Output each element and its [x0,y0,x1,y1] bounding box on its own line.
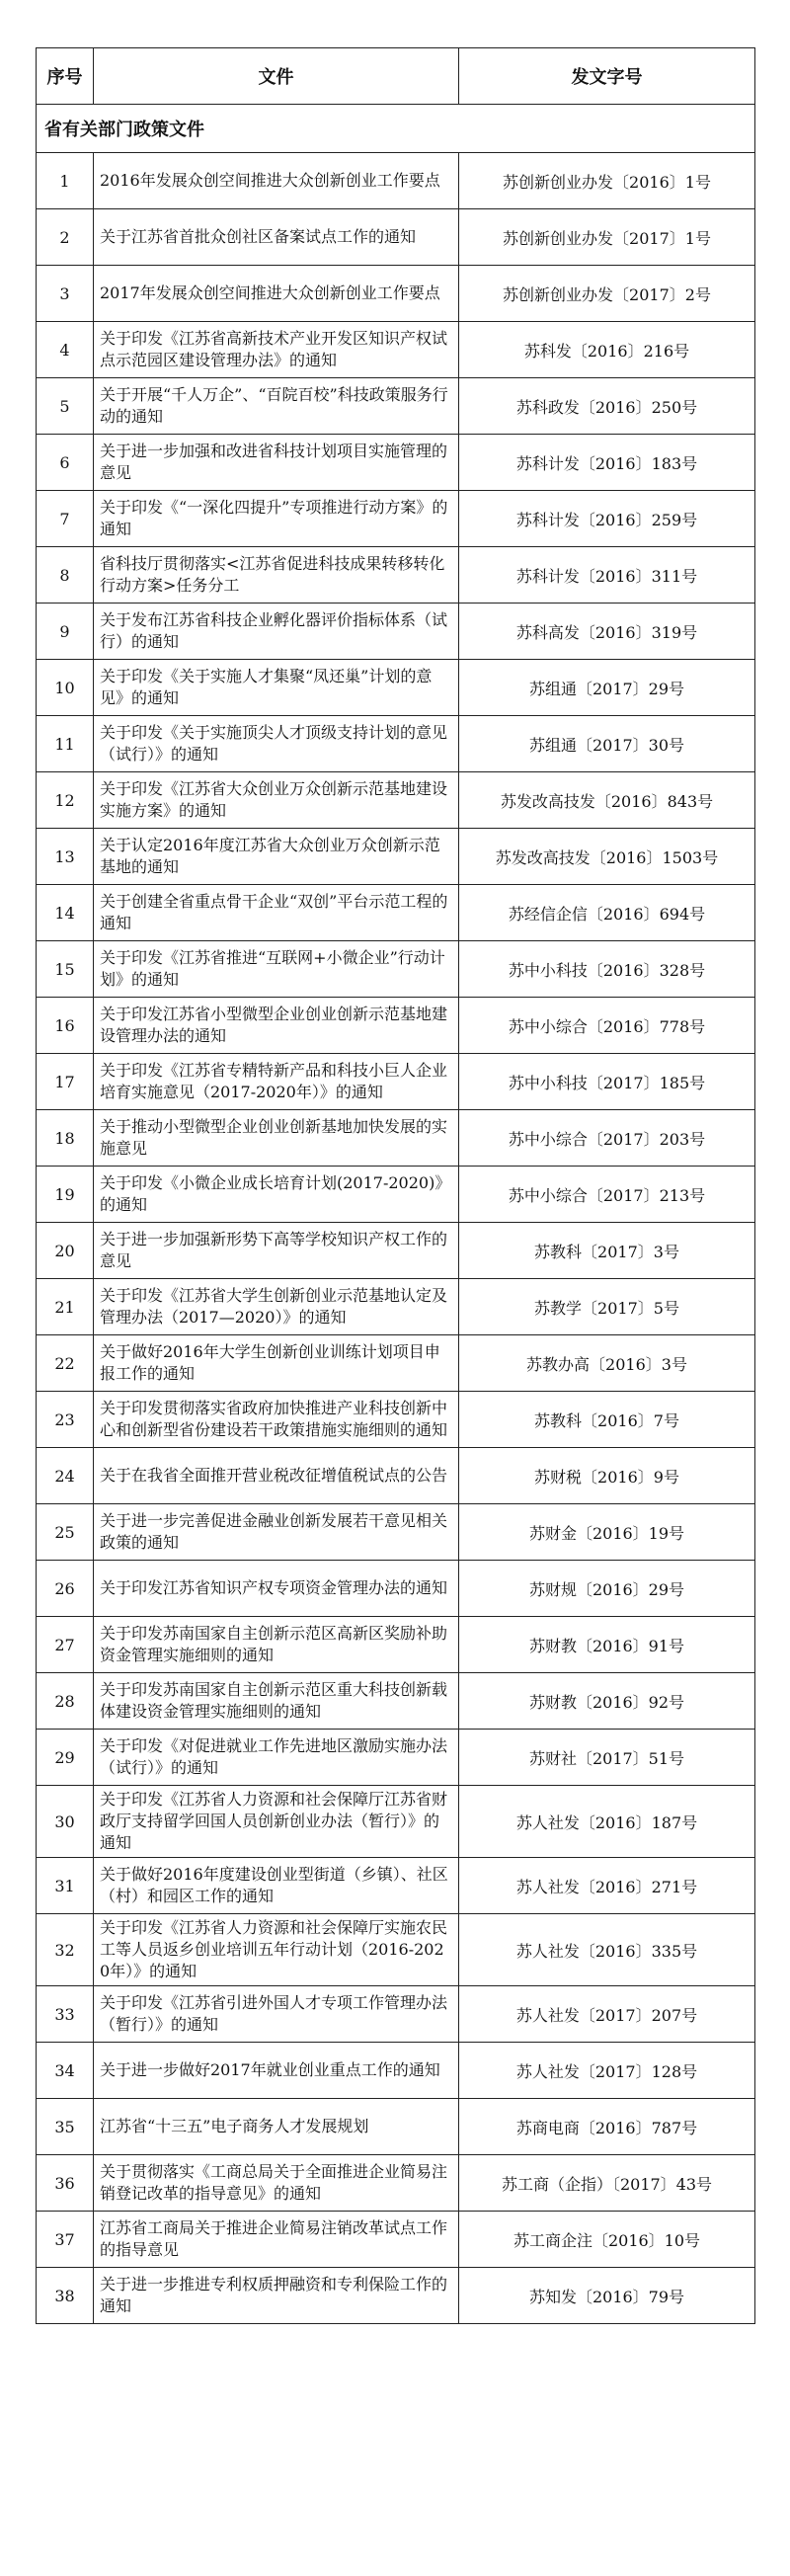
table-row [37,1448,755,1504]
table-row [37,1110,755,1167]
row-index: 30 [37,1786,94,1858]
row-index: 34 [37,2043,94,2099]
table-row [37,378,755,435]
row-index: 8 [37,547,94,604]
table-row [37,2043,755,2099]
row-docno: 苏财社〔2017〕51号 [459,1730,755,1786]
row-docno: 苏商电商〔2016〕787号 [459,2099,755,2155]
row-docno: 苏创新创业办发〔2017〕2号 [459,266,755,322]
row-index: 14 [37,885,94,941]
row-docno: 苏工商（企指）〔2017〕43号 [459,2155,755,2212]
row-docno: 苏工商企注〔2016〕10号 [459,2212,755,2268]
row-index: 7 [37,491,94,547]
row-docno: 苏中小综合〔2016〕778号 [459,998,755,1054]
table-row [37,998,755,1054]
row-title: 关于认定2016年度江苏省大众创业万众创新示范基地的通知 [94,829,459,885]
row-index: 38 [37,2268,94,2324]
table-row [37,885,755,941]
table-header-row [37,48,755,105]
row-index: 32 [37,1914,94,1986]
row-index: 28 [37,1673,94,1730]
row-title: 江苏省“十三五”电子商务人才发展规划 [94,2099,459,2155]
row-index: 37 [37,2212,94,2268]
row-docno: 苏财教〔2016〕92号 [459,1673,755,1730]
table-row [37,1561,755,1617]
row-index: 13 [37,829,94,885]
table-row [37,153,755,209]
row-docno: 苏财税〔2016〕9号 [459,1448,755,1504]
table-row [37,435,755,491]
table-row [37,1279,755,1335]
table-row [37,1223,755,1279]
row-title: 关于印发《江苏省大众创业万众创新示范基地建设实施方案》的通知 [94,772,459,829]
row-title: 关于进一步做好2017年就业创业重点工作的通知 [94,2043,459,2099]
row-title: 关于印发江苏省小型微型企业创业创新示范基地建设管理办法的通知 [94,998,459,1054]
row-docno: 苏中小科技〔2016〕328号 [459,941,755,998]
row-title: 关于进一步完善促进金融业创新发展若干意见相关政策的通知 [94,1504,459,1561]
row-title: 关于印发《对促进就业工作先进地区激励实施办法（试行）》的通知 [94,1730,459,1786]
row-index: 20 [37,1223,94,1279]
row-index: 36 [37,2155,94,2212]
row-docno: 苏科高发〔2016〕319号 [459,604,755,660]
table-row [37,1617,755,1673]
row-title: 关于进一步加强和改进省科技计划项目实施管理的意见 [94,435,459,491]
header-docno: 发文字号 [459,48,755,105]
row-index: 3 [37,266,94,322]
table-row [37,1504,755,1561]
row-docno: 苏人社发〔2017〕128号 [459,2043,755,2099]
row-title: 关于印发苏南国家自主创新示范区重大科技创新载体建设资金管理实施细则的通知 [94,1673,459,1730]
row-index: 15 [37,941,94,998]
table-row [37,1986,755,2043]
row-index: 17 [37,1054,94,1110]
table-row [37,1673,755,1730]
row-index: 18 [37,1110,94,1167]
row-docno: 苏发改高技发〔2016〕843号 [459,772,755,829]
row-docno: 苏科政发〔2016〕250号 [459,378,755,435]
row-index: 33 [37,1986,94,2043]
header-title: 文件 [94,48,459,105]
table-row [37,941,755,998]
row-index: 26 [37,1561,94,1617]
row-index: 9 [37,604,94,660]
row-index: 29 [37,1730,94,1786]
table-row [37,2268,755,2324]
row-index: 35 [37,2099,94,2155]
row-index: 24 [37,1448,94,1504]
row-title: 关于贯彻落实《工商总局关于全面推进企业简易注销登记改革的指导意见》的通知 [94,2155,459,2212]
row-title: 关于印发江苏省知识产权专项资金管理办法的通知 [94,1561,459,1617]
table-row [37,1786,755,1858]
table-row [37,2099,755,2155]
row-docno: 苏人社发〔2016〕271号 [459,1858,755,1914]
row-docno: 苏经信企信〔2016〕694号 [459,885,755,941]
row-title: 关于推动小型微型企业创业创新基地加快发展的实施意见 [94,1110,459,1167]
row-index: 4 [37,322,94,378]
row-index: 23 [37,1392,94,1448]
table-row [37,209,755,266]
row-index: 16 [37,998,94,1054]
table-row [37,716,755,772]
row-title: 关于进一步推进专利权质押融资和专利保险工作的通知 [94,2268,459,2324]
row-title: 2017年发展众创空间推进大众创新创业工作要点 [94,266,459,322]
policy-table [36,47,755,2324]
row-title: 关于印发《小微企业成长培育计划(2017-2020)》的通知 [94,1167,459,1223]
row-docno: 苏科发〔2016〕216号 [459,322,755,378]
row-docno: 苏科计发〔2016〕259号 [459,491,755,547]
row-title: 关于印发《关于实施人才集聚“凤还巢”计划的意见》的通知 [94,660,459,716]
table-row [37,829,755,885]
row-title: 关于印发《“一深化四提升”专项推进行动方案》的通知 [94,491,459,547]
row-title: 江苏省工商局关于推进企业简易注销改革试点工作的指导意见 [94,2212,459,2268]
row-docno: 苏人社发〔2017〕207号 [459,1986,755,2043]
row-docno: 苏知发〔2016〕79号 [459,2268,755,2324]
table-row [37,266,755,322]
row-docno: 苏发改高技发〔2016〕1503号 [459,829,755,885]
table-row [37,2155,755,2212]
row-title: 关于进一步加强新形势下高等学校知识产权工作的意见 [94,1223,459,1279]
table-row [37,1167,755,1223]
row-title: 关于在我省全面推开营业税改征增值税试点的公告 [94,1448,459,1504]
row-index: 5 [37,378,94,435]
row-title: 关于做好2016年度建设创业型街道（乡镇）、社区（村）和园区工作的通知 [94,1858,459,1914]
row-docno: 苏中小综合〔2017〕203号 [459,1110,755,1167]
row-title: 关于印发《关于实施顶尖人才顶级支持计划的意见（试行）》的通知 [94,716,459,772]
row-docno: 苏人社发〔2016〕335号 [459,1914,755,1986]
row-title: 关于发布江苏省科技企业孵化器评价指标体系（试行）的通知 [94,604,459,660]
row-docno: 苏科计发〔2016〕183号 [459,435,755,491]
row-docno: 苏组通〔2017〕30号 [459,716,755,772]
row-index: 22 [37,1335,94,1392]
row-title: 关于印发《江苏省引进外国人才专项工作管理办法（暂行）》的通知 [94,1986,459,2043]
table-row [37,660,755,716]
row-title: 关于印发《江苏省人力资源和社会保障厅江苏省财政厅支持留学回国人员创新创业办法（暂行）》的通知 [94,1786,459,1858]
row-index: 19 [37,1167,94,1223]
row-title: 关于印发《江苏省推进“互联网+小微企业”行动计划》的通知 [94,941,459,998]
row-index: 27 [37,1617,94,1673]
row-docno: 苏教科〔2016〕7号 [459,1392,755,1448]
row-title: 关于做好2016年大学生创新创业训练计划项目申报工作的通知 [94,1335,459,1392]
table-row [37,604,755,660]
table-row [37,491,755,547]
row-index: 11 [37,716,94,772]
header-index: 序号 [37,48,94,105]
row-docno: 苏中小综合〔2017〕213号 [459,1167,755,1223]
table-row [37,1858,755,1914]
section-title: 省有关部门政策文件 [37,105,755,153]
row-docno: 苏创新创业办发〔2016〕1号 [459,153,755,209]
row-title: 关于印发《江苏省大学生创新创业示范基地认定及管理办法（2017—2020）》的通知 [94,1279,459,1335]
row-index: 21 [37,1279,94,1335]
row-docno: 苏创新创业办发〔2017〕1号 [459,209,755,266]
table-row [37,772,755,829]
row-index: 31 [37,1858,94,1914]
row-docno: 苏财金〔2016〕19号 [459,1504,755,1561]
row-title: 关于江苏省首批众创社区备案试点工作的通知 [94,209,459,266]
section-row [37,105,755,153]
row-title: 2016年发展众创空间推进大众创新创业工作要点 [94,153,459,209]
row-docno: 苏财教〔2016〕91号 [459,1617,755,1673]
table-row [37,1392,755,1448]
table-row [37,1914,755,1986]
row-docno: 苏教学〔2017〕5号 [459,1279,755,1335]
row-docno: 苏中小科技〔2017〕185号 [459,1054,755,1110]
row-docno: 苏人社发〔2016〕187号 [459,1786,755,1858]
row-title: 关于创建全省重点骨干企业“双创”平台示范工程的通知 [94,885,459,941]
table-row [37,2212,755,2268]
row-docno: 苏教科〔2017〕3号 [459,1223,755,1279]
row-index: 25 [37,1504,94,1561]
table-row [37,1335,755,1392]
row-title: 关于印发贯彻落实省政府加快推进产业科技创新中心和创新型省份建设若干政策措施实施细则的通知 [94,1392,459,1448]
table-row [37,322,755,378]
row-index: 10 [37,660,94,716]
row-title: 关于印发《江苏省高新技术产业开发区知识产权试点示范园区建设管理办法》的通知 [94,322,459,378]
row-index: 2 [37,209,94,266]
row-docno: 苏组通〔2017〕29号 [459,660,755,716]
table-row [37,547,755,604]
row-docno: 苏科计发〔2016〕311号 [459,547,755,604]
row-docno: 苏教办高〔2016〕3号 [459,1335,755,1392]
table-row [37,1730,755,1786]
table-row [37,1054,755,1110]
row-index: 12 [37,772,94,829]
row-title: 关于印发《江苏省人力资源和社会保障厅实施农民工等人员返乡创业培训五年行动计划（2016-2020年）》的通知 [94,1914,459,1986]
row-title: 关于印发《江苏省专精特新产品和科技小巨人企业培育实施意见（2017-2020年）》的通知 [94,1054,459,1110]
row-title: 关于开展“千人万企”、“百院百校”科技政策服务行动的通知 [94,378,459,435]
row-docno: 苏财规〔2016〕29号 [459,1561,755,1617]
row-title: 省科技厅贯彻落实<江苏省促进科技成果转移转化行动方案>任务分工 [94,547,459,604]
row-title: 关于印发苏南国家自主创新示范区高新区奖励补助资金管理实施细则的通知 [94,1617,459,1673]
row-index: 6 [37,435,94,491]
row-index: 1 [37,153,94,209]
